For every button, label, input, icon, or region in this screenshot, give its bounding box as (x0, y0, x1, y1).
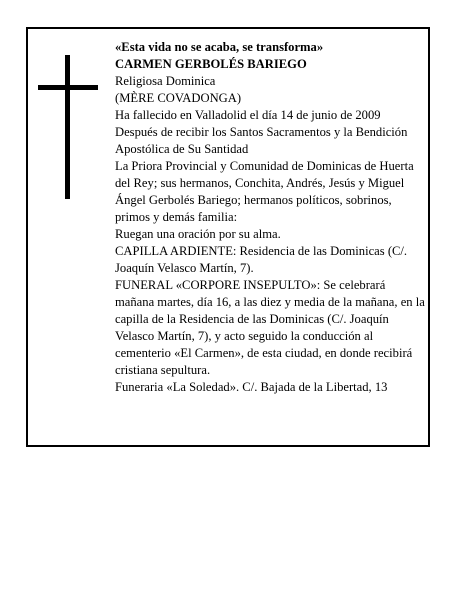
obituary-notice (26, 27, 430, 447)
cross-horizontal-bar (38, 85, 98, 90)
chapel-info: CAPILLA ARDIENTE: Residencia de las Dominicas (C/. Joaquín Velasco Martín, 7). (115, 244, 408, 275)
deceased-role: Religiosa Dominica (115, 74, 216, 88)
motto: «Esta vida no se acaba, se transforma» (115, 40, 324, 54)
death-statement: Ha fallecido en Valladolid el día 14 de junio de 2009 (115, 108, 381, 122)
cross-icon (38, 55, 98, 199)
funeral-info: FUNERAL «CORPORE INSEPULTO»: Se celebrará mañana martes, día 16, a las diez y media de la mañana, en la capilla de la Residencia de las Dominicas (C/. Joaquín Velasco Martín, 7), y acto seguido la conducción al cementerio «El Carmen», de esta ciudad, en donde recibirá cristiana sepultura. (115, 278, 425, 377)
cross-vertical-bar (65, 55, 70, 199)
deceased-name: CARMEN GERBOLÉS BARIEGO (115, 57, 307, 71)
sacraments-statement: Después de recibir los Santos Sacramentos y la Bendición Apostólica de Su Santidad (115, 125, 408, 156)
obituary-text (115, 39, 427, 396)
funeral-home: Funeraria «La Soledad». C/. Bajada de la Libertad, 13 (115, 380, 388, 394)
family-list: La Priora Provincial y Comunidad de Dominicas de Huerta del Rey; sus hermanos, Conchita, Andrés, Jesús y Miguel Ángel Gerbolés Bariego; hermanos políticos, sobrinos, primos y demás familia: (115, 159, 414, 224)
religious-name: (MÈRE COVADONGA) (115, 91, 242, 105)
prayer-request: Ruegan una oración por su alma. (115, 227, 281, 241)
